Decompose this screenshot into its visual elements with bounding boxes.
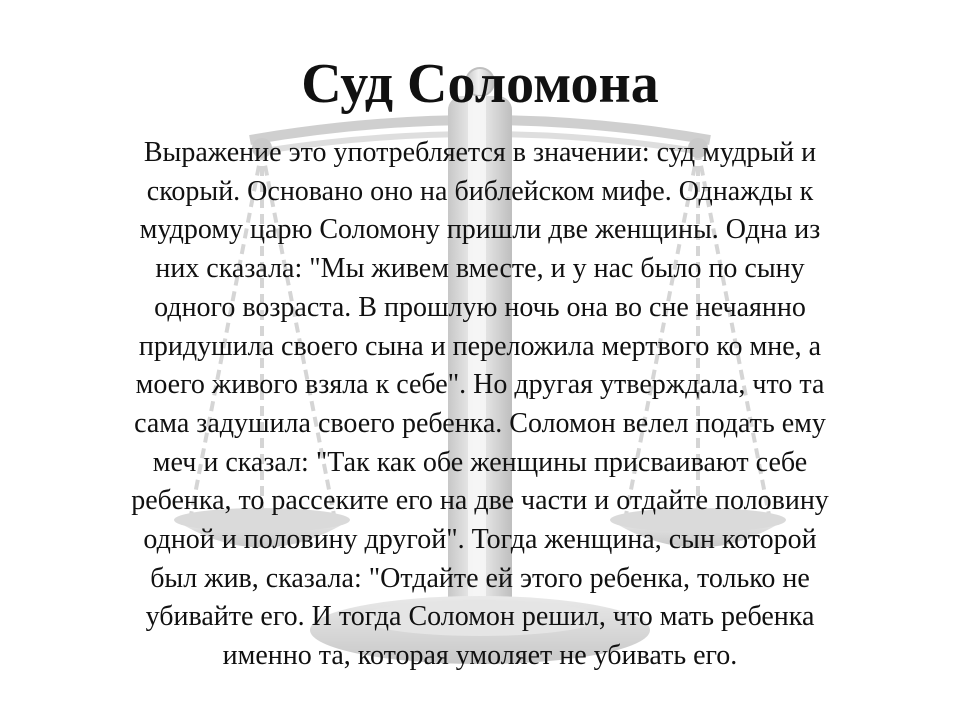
body-line: мудрому царю Соломону пришли две женщины. Одна из (139, 214, 821, 246)
body-line: одной и половину другой". Тогда женщина, сын которой (143, 524, 817, 556)
body-line: был жив, сказала: "Отдайте ей этого ребенка, только не (150, 562, 810, 594)
body-line: сама задушила своего ребенка. Соломон велел подать ему (134, 407, 826, 439)
body-text (60, 134, 900, 676)
body-line: убивайте его. И тогда Соломон решил, что мать ребенка (145, 601, 815, 633)
body-line: придушила своего сына и переложила мертвого ко мне, а (138, 330, 822, 362)
body-line: одного возраста. В прошлую ночь она во сне нечаянно (154, 291, 806, 323)
page-title: Суд Соломона (301, 53, 659, 115)
body-line: меч и сказал: "Так как обе женщины присваивают себе (152, 446, 808, 478)
body-line: Выражение это употребляется в значении: суд мудрый и (143, 137, 817, 168)
body-line: них сказала: "Мы живем вместе, и у нас было по сыну (155, 253, 805, 285)
body-line: скорый. Основано оно на библейском мифе. Однажды к (146, 175, 814, 207)
body-line: именно та, которая умоляет не убивать его. (222, 640, 738, 672)
body-line: ребенка, то рассеките его на две части и отдайте половину (131, 485, 829, 517)
body-line: моего живого взяла к себе". Но другая утверждала, что та (135, 369, 825, 401)
